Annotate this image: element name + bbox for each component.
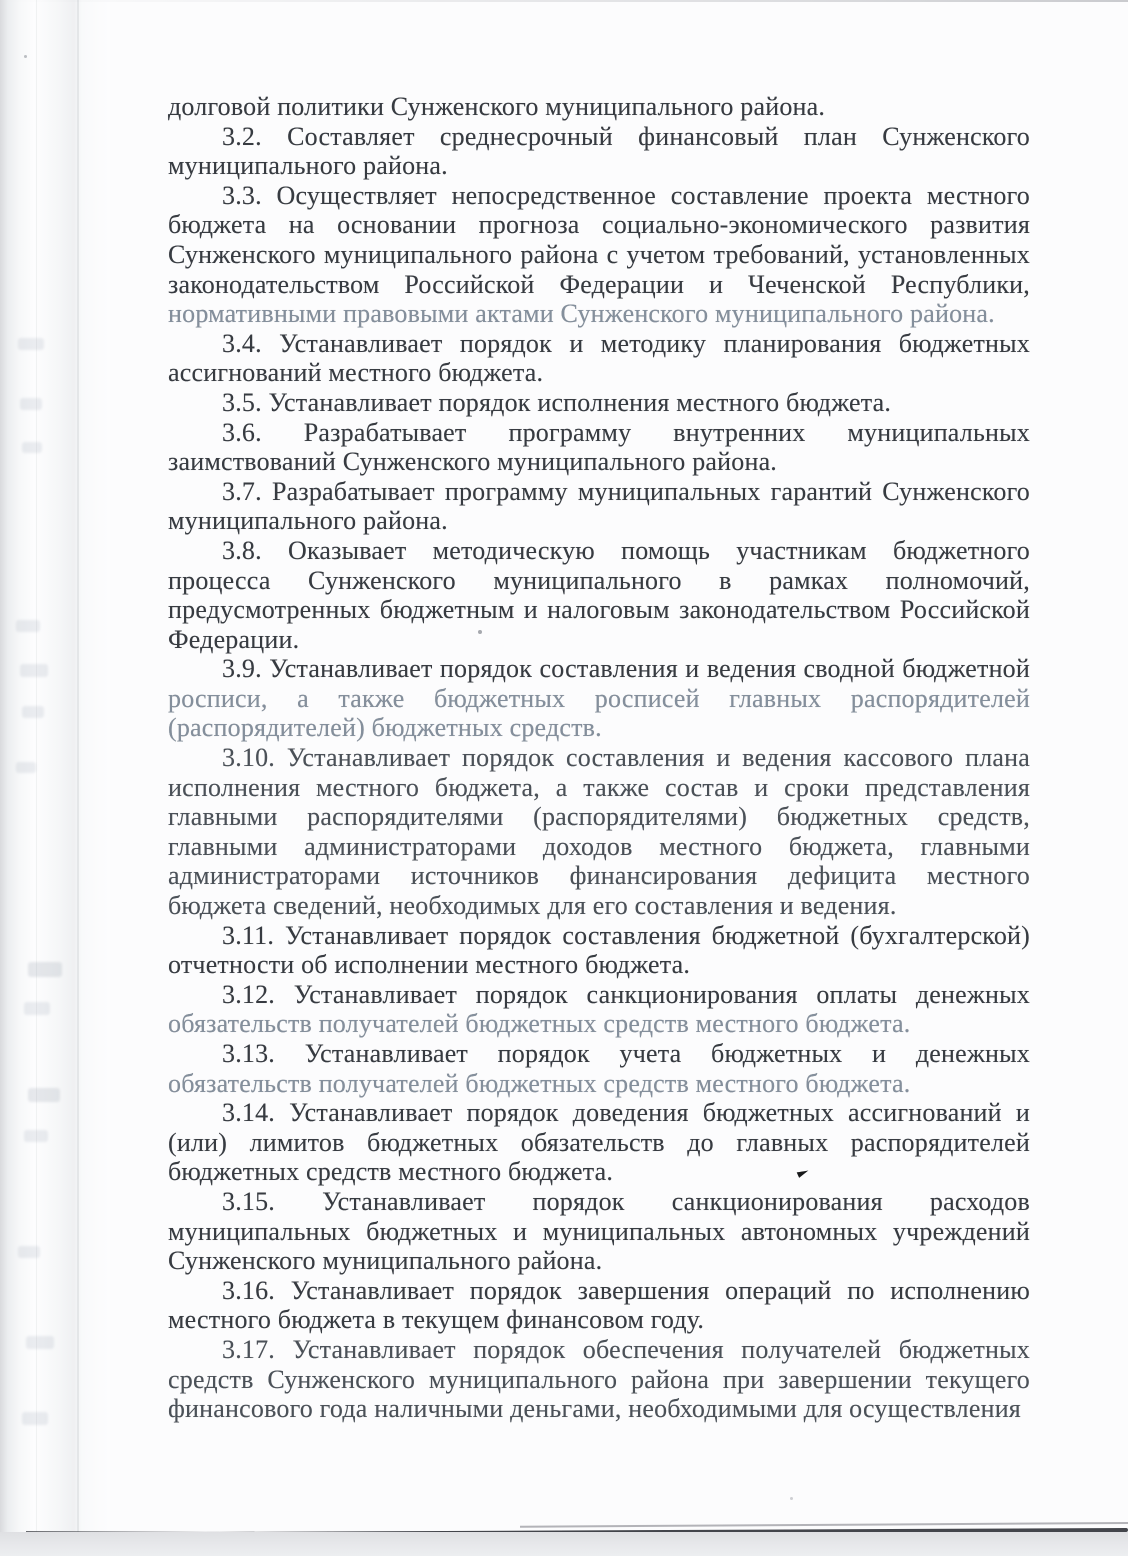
paragraph-3-6	[168, 418, 1030, 477]
document-text-block	[168, 92, 1030, 1424]
bleedthrough-mark	[22, 706, 44, 718]
paragraph-text: 3.10. Устанавливает порядок составления и ведения кассового плана исполнения местного бюджета, а также состав и сроки представления главными распорядителями (распорядителями) бюджетных средств, главными администраторами доходов местного бюджета, главными администраторами источников финансирования дефицита местного бюджета сведений, необходимых для его составления и ведения.	[168, 743, 1030, 921]
bleedthrough-mark	[20, 398, 42, 410]
stray-ink-mark: ►	[794, 1163, 811, 1181]
page-top-edge	[0, 0, 1128, 2]
paragraph-text-faded: нормативными правовыми актами Сунженского муниципального района.	[168, 299, 995, 329]
paragraph-3-11	[168, 921, 1030, 980]
scanner-background	[0, 1532, 1128, 1556]
paragraph-3-13	[168, 1039, 1030, 1098]
bleedthrough-mark	[28, 1088, 60, 1102]
paragraph-text: 3.9. Устанавливает порядок составления и ведения сводной бюджетной	[222, 654, 1030, 684]
paragraph-text-faded: обязательств получателей бюджетных средств местного бюджета.	[168, 1068, 911, 1098]
paragraph-text: 3.12. Устанавливает порядок санкционирования оплаты денежных	[222, 979, 1030, 1009]
paragraph-continuation	[168, 92, 1030, 122]
page-fold-line	[77, 0, 79, 1532]
page-fold-line-inner	[36, 0, 37, 1532]
paragraph-text: 3.14. Устанавливает порядок доведения бюджетных ассигнований и (или) лимитов бюджетных обязательств до главных распорядителей бюджетных средств местного бюджета.	[168, 1098, 1030, 1187]
paragraph-text: 3.2. Составляет среднесрочный финансовый план Сунженского муниципального района.	[168, 121, 1030, 181]
paragraph-text: долговой политики Сунженского муниципального района.	[168, 92, 826, 121]
paragraph-text-faded: обязательств получателей бюджетных средств местного бюджета.	[168, 1009, 911, 1039]
paragraph-text: 3.13. Устанавливает порядок учета бюджетных и денежных	[222, 1039, 1030, 1068]
paragraph-3-12	[168, 980, 1030, 1039]
bleedthrough-mark	[26, 1336, 54, 1349]
paragraph-text: 3.7. Разрабатывает программу муниципальных гарантий Сунженского муниципального района.	[168, 476, 1030, 536]
paragraph-text: 3.6. Разрабатывает программу внутренних муниципальных заимствований Сунженского муниципального района.	[168, 417, 1030, 477]
bleedthrough-mark	[22, 442, 42, 453]
paragraph-3-16	[168, 1276, 1030, 1335]
paragraph-text: 3.16. Устанавливает порядок завершения операций по исполнению местного бюджета в текущем финансовом году.	[168, 1275, 1030, 1335]
paragraph-3-15	[168, 1187, 1030, 1276]
paragraph-3-7	[168, 477, 1030, 536]
bleedthrough-mark	[18, 338, 44, 350]
paragraph-text: 3.11. Устанавливает порядок составления бюджетной (бухгалтерской) отчетности об исполнении местного бюджета.	[168, 920, 1030, 980]
scan-dot-artifact	[24, 55, 27, 58]
paragraph-text-faded: росписи, а также бюджетных росписей главных распорядителей (распорядителей) бюджетных средств.	[168, 683, 1030, 743]
bleedthrough-mark	[16, 762, 36, 773]
paragraph-text: 3.17. Устанавливает порядок обеспечения получателей бюджетных средств Сунженского муниципального района при завершении текущего финансового года наличными деньгами, необходимыми для осуществления	[168, 1334, 1030, 1424]
bleedthrough-mark	[22, 1412, 48, 1425]
bleedthrough-mark	[20, 664, 48, 677]
paragraph-3-14	[168, 1098, 1030, 1187]
paragraph-3-4	[168, 329, 1030, 388]
paragraph-3-5	[168, 388, 1030, 418]
bleedthrough-mark	[24, 1130, 48, 1142]
paragraph-3-8	[168, 536, 1030, 654]
paragraph-3-9	[168, 654, 1030, 743]
paragraph-text: 3.4. Устанавливает порядок и методику планирования бюджетных ассигнований местного бюджета.	[168, 328, 1030, 388]
bleedthrough-mark	[28, 962, 62, 977]
paragraph-text: 3.5. Устанавливает порядок исполнения местного бюджета.	[222, 387, 892, 417]
paragraph-3-2	[168, 122, 1030, 181]
paragraph-text: 3.3. Осуществляет непосредственное составление проекта местного бюджета на основании прогноза социально-экономического развития Сунженского муниципального района с учетом требований, установленных законодательством Российской Федерации и Чеченской Республики,	[168, 180, 1030, 299]
paragraph-3-10	[168, 743, 1030, 921]
paragraph-text: 3.8. Оказывает методическую помощь участникам бюджетного процесса Сунженского муниципального в рамках полномочий, предусмотренных бюджетным и налоговым законодательством Российской Федерации.	[168, 535, 1030, 654]
paragraph-3-3	[168, 181, 1030, 329]
bleedthrough-mark	[16, 620, 40, 632]
paragraph-3-17	[168, 1335, 1030, 1424]
bleedthrough-mark	[18, 1246, 40, 1258]
bleedthrough-mark	[24, 1002, 50, 1015]
paragraph-text: 3.15. Устанавливает порядок санкционирования расходов муниципальных бюджетных и муниципальных автономных учреждений Сунженского муниципального района.	[168, 1186, 1030, 1276]
scan-dot-artifact	[478, 630, 482, 634]
scan-dot-artifact	[790, 1497, 793, 1500]
